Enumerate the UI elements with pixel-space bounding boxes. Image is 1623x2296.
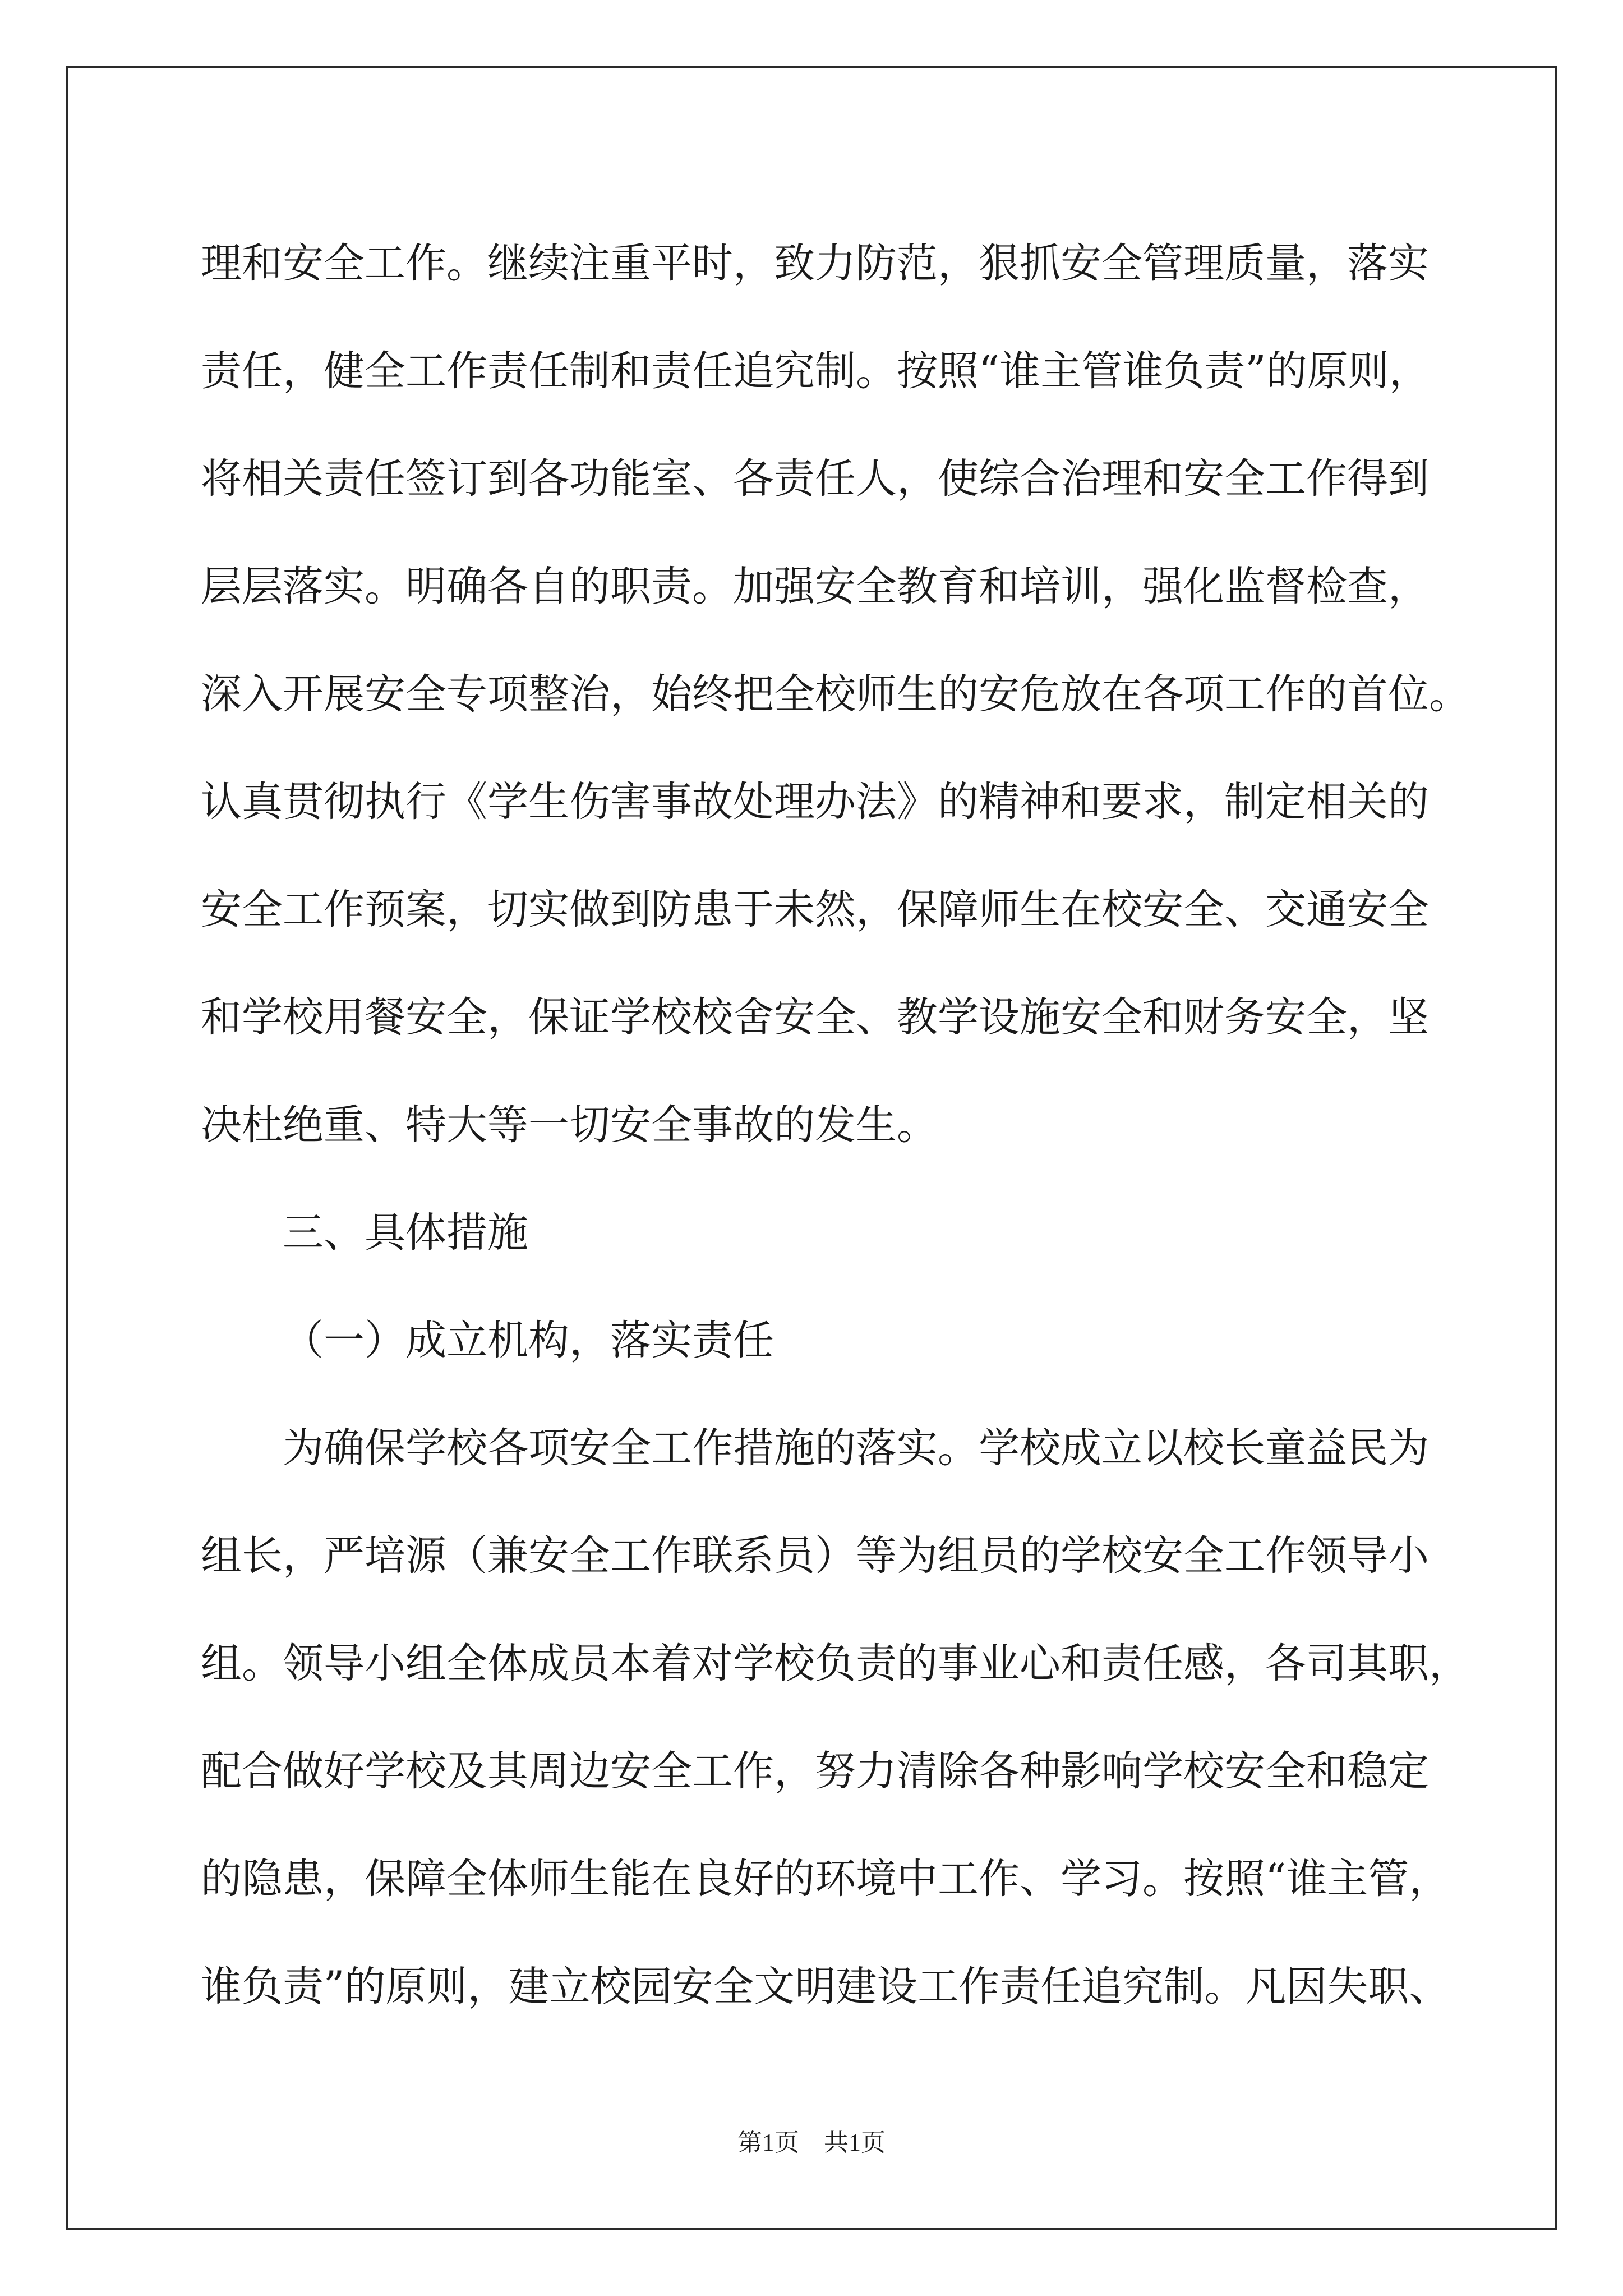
text-line: 决杜绝重、特大等一切安全事故的发生。	[201, 1101, 938, 1149]
page-footer: 第1页 共1页	[737, 2129, 886, 2156]
document-body	[201, 210, 1470, 2041]
section-heading: 三、具体措施	[283, 1209, 528, 1257]
text-line: 责任，健全工作责任制和责任追究制。按照“谁主管谁负责”的原则，	[201, 347, 1430, 395]
subsection-heading: （一）成立机构，落实责任	[283, 1317, 774, 1364]
text-line: 将相关责任签订到各功能室、各责任人，使综合治理和安全工作得到	[201, 455, 1429, 503]
text-line: 深入开展安全专项整治，始终把全校师生的安危放在各项工作的首位。	[201, 670, 1470, 718]
text-line: 组。领导小组全体成员本着对学校负责的事业心和责任感，各司其职，	[201, 1640, 1470, 1687]
text-line: 理和安全工作。继续注重平时，致力防范，狠抓安全管理质量，落实	[201, 240, 1429, 287]
text-line: 配合做好学校及其周边安全工作，努力清除各种影响学校安全和稳定	[201, 1747, 1429, 1795]
text-line: 和学校用餐安全，保证学校校舍安全、教学设施安全和财务安全，坚	[201, 993, 1429, 1041]
text-line: 为确保学校各项安全工作措施的落实。学校成立以校长童益民为	[283, 1424, 1429, 1472]
text-line: 认真贯彻执行《学生伤害事故处理办法》的精神和要求，制定相关的	[201, 778, 1429, 826]
text-line: 谁负责”的原则，建立校园安全文明建设工作责任追究制。凡因失职、	[201, 1963, 1450, 2010]
text-line: 组长，严培源（兼安全工作联系员）等为组员的学校安全工作领导小	[201, 1532, 1429, 1580]
text-line: 的隐患，保障全体师生能在良好的环境中工作、学习。按照“谁主管，	[201, 1855, 1450, 1903]
text-line: 层层落实。明确各自的职责。加强安全教育和培训，强化监督检查，	[201, 563, 1429, 610]
text-line: 安全工作预案，切实做到防患于未然，保障师生在校安全、交通安全	[201, 886, 1429, 933]
